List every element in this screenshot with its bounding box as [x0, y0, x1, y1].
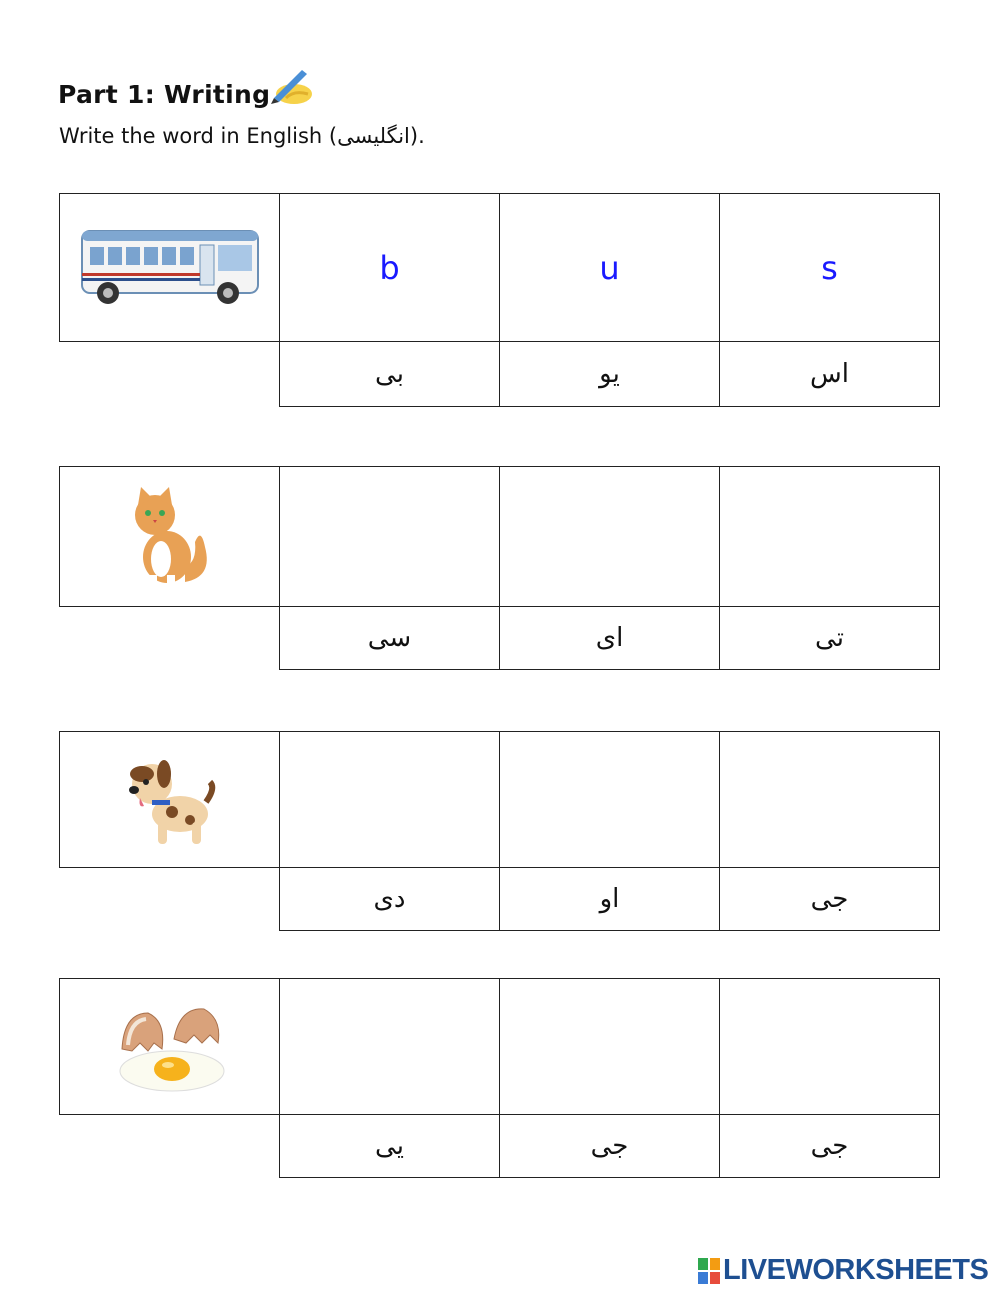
pencil-hand-icon [264, 64, 314, 108]
answer-input[interactable] [280, 731, 499, 868]
hint-cell: یی [279, 1114, 500, 1178]
word-row-bus [59, 193, 940, 408]
page-title: Part 1: Writing [58, 80, 271, 109]
hint-cell: اس [719, 341, 940, 407]
answer-input[interactable] [720, 731, 939, 868]
cat-picture-cell [59, 466, 280, 607]
answer-box[interactable] [279, 731, 500, 868]
answer-input[interactable] [720, 193, 939, 342]
hint-cell: جی [719, 867, 940, 931]
answer-input[interactable] [280, 193, 499, 342]
hint-cell: او [499, 867, 720, 931]
brand-name: LIVEWORKSHEETS [723, 1254, 989, 1286]
answer-input[interactable] [500, 466, 719, 607]
word-row-cat [59, 466, 940, 670]
answer-box[interactable] [719, 731, 940, 868]
answer-input[interactable] [280, 466, 499, 607]
word-row-egg [59, 978, 940, 1178]
instruction-text: Write the word in English (انگلیسی). [59, 124, 425, 148]
answer-box[interactable] [719, 193, 940, 342]
answer-box[interactable] [499, 731, 720, 868]
logo-blocks-icon [698, 1258, 720, 1284]
hint-cell: ای [499, 606, 720, 670]
egg-picture-cell [59, 978, 280, 1115]
bus-image [78, 225, 262, 311]
hint-cell: یو [499, 341, 720, 407]
answer-input[interactable] [720, 466, 939, 607]
answer-box[interactable] [499, 466, 720, 607]
answer-box[interactable] [279, 978, 500, 1115]
answer-input[interactable] [280, 978, 499, 1115]
dog-picture-cell [59, 731, 280, 868]
hint-cell: سی [279, 606, 500, 670]
cat-image [125, 487, 215, 587]
answer-box[interactable] [499, 978, 720, 1115]
answer-box[interactable] [499, 193, 720, 342]
answer-box[interactable] [719, 466, 940, 607]
dog-image [122, 752, 218, 848]
hint-cell: جی [499, 1114, 720, 1178]
hint-cell: جی [719, 1114, 940, 1178]
egg-image [114, 999, 226, 1095]
hint-cell: تی [719, 606, 940, 670]
bus-picture-cell [59, 193, 280, 342]
answer-box[interactable] [279, 466, 500, 607]
answer-input[interactable] [500, 731, 719, 868]
liveworksheets-logo[interactable] [698, 1254, 988, 1287]
hint-cell: بی [279, 341, 500, 407]
answer-box[interactable] [719, 978, 940, 1115]
answer-input[interactable] [720, 978, 939, 1115]
answer-input[interactable] [500, 978, 719, 1115]
answer-box[interactable] [279, 193, 500, 342]
word-row-dog [59, 731, 940, 931]
answer-input[interactable] [500, 193, 719, 342]
hint-cell: دی [279, 867, 500, 931]
